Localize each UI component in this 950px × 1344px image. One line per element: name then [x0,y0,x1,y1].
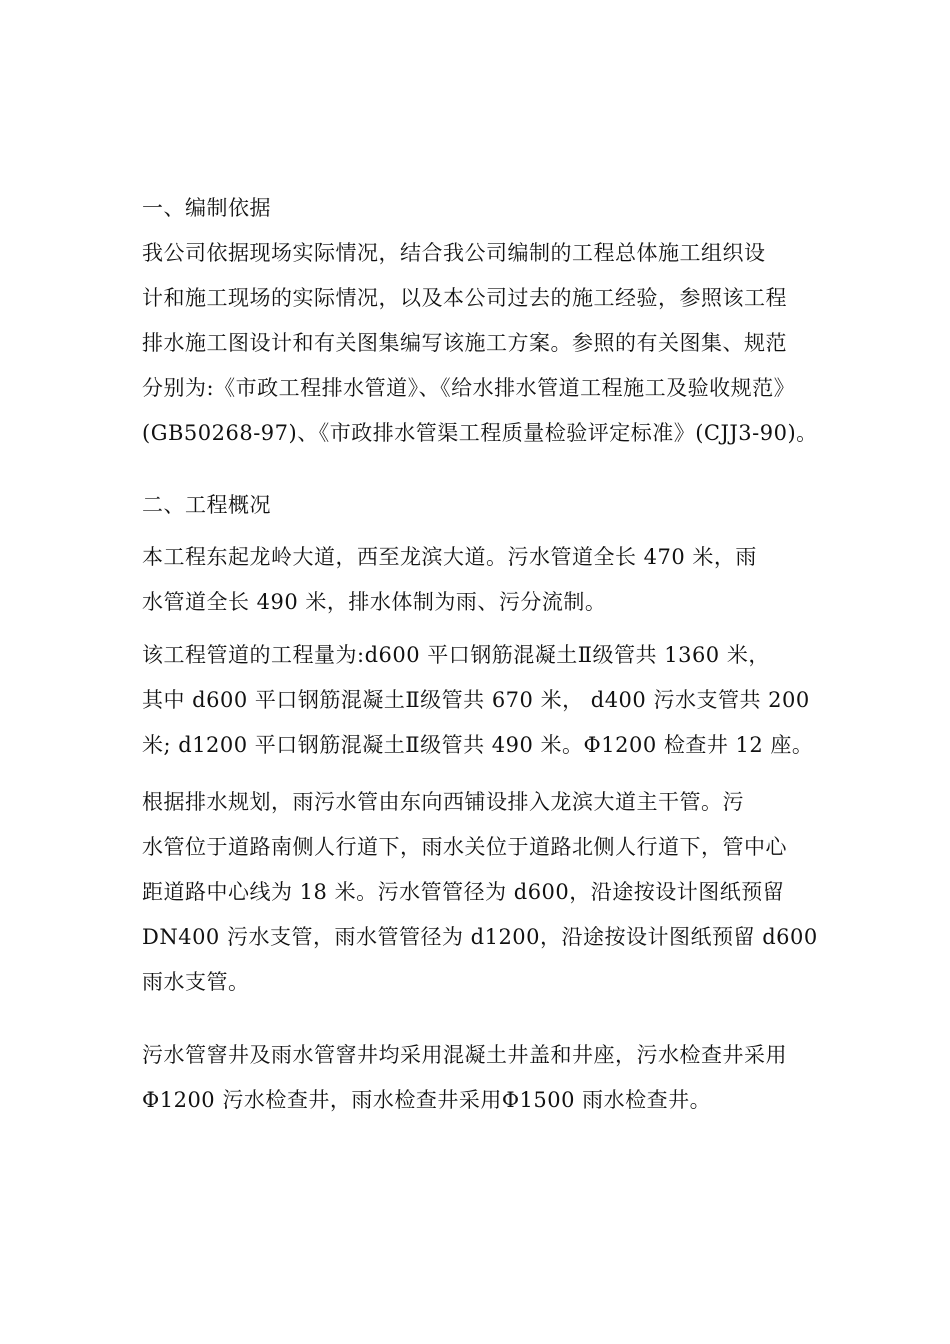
section-2 [142,483,810,528]
paragraph-3-line-4: DN400 污水支管，雨水管管径为 d1200，沿途按设计图纸预留 d600 [142,925,818,949]
section-1-line-4: 分别为:《市政工程排水管道》、《给水排水管道工程施工及验收规范》 [142,376,796,400]
paragraph-1-line-1: 本工程东起龙岭大道，西至龙滨大道。污水管道全长 470 米，雨 [142,545,757,569]
section-1-line-3: 排水施工图设计和有关图集编写该施工方案。参照的有关图集、规范 [142,331,787,355]
paragraph-3-line-5: 雨水支管。 [142,970,250,994]
section-1-line-5: (GB50268-97)、《市政排水管渠工程质量检验评定标准》(CJJ3-90)。 [142,421,818,445]
section-2-paragraph-3 [142,780,818,1005]
section-1 [142,186,818,456]
paragraph-2-line-3: 米; d1200 平口钢筋混凝土Ⅱ级管共 490 米。Φ1200 检查井 12 座。 [142,733,814,757]
section-2-paragraph-2 [142,633,814,768]
paragraph-4-line-2: Φ1200 污水检查井，雨水检查井采用Φ1500 雨水检查井。 [142,1088,712,1112]
paragraph-1-line-2: 水管道全长 490 米，排水体制为雨、污分流制。 [142,590,607,614]
section-1-heading: 一、编制依据 [142,196,271,220]
paragraph-3-line-3: 距道路中心线为 18 米。污水管管径为 d600，沿途按设计图纸预留 [142,880,785,904]
paragraph-3-line-1: 根据排水规划，雨污水管由东向西铺设排入龙滨大道主干管。污 [142,790,744,814]
paragraph-2-line-2: 其中 d600 平口钢筋混凝土Ⅱ级管共 670 米， d400 污水支管共 200 [142,688,810,712]
paragraph-4-line-1: 污水管窨井及雨水管窨井均采用混凝土井盖和井座，污水检查井采用 [142,1043,787,1067]
paragraph-2-line-1: 该工程管道的工程量为:d600 平口钢筋混凝土Ⅱ级管共 1360 米， [142,643,770,667]
section-2-paragraph-4 [142,1033,810,1123]
section-2-heading: 二、工程概况 [142,493,271,517]
paragraph-3-line-2: 水管位于道路南侧人行道下，雨水关位于道路北侧人行道下，管中心 [142,835,787,859]
section-2-paragraph-1 [142,535,810,625]
section-1-line-1: 我公司依据现场实际情况，结合我公司编制的工程总体施工组织设 [142,241,766,265]
section-1-line-2: 计和施工现场的实际情况，以及本公司过去的施工经验，参照该工程 [142,286,787,310]
